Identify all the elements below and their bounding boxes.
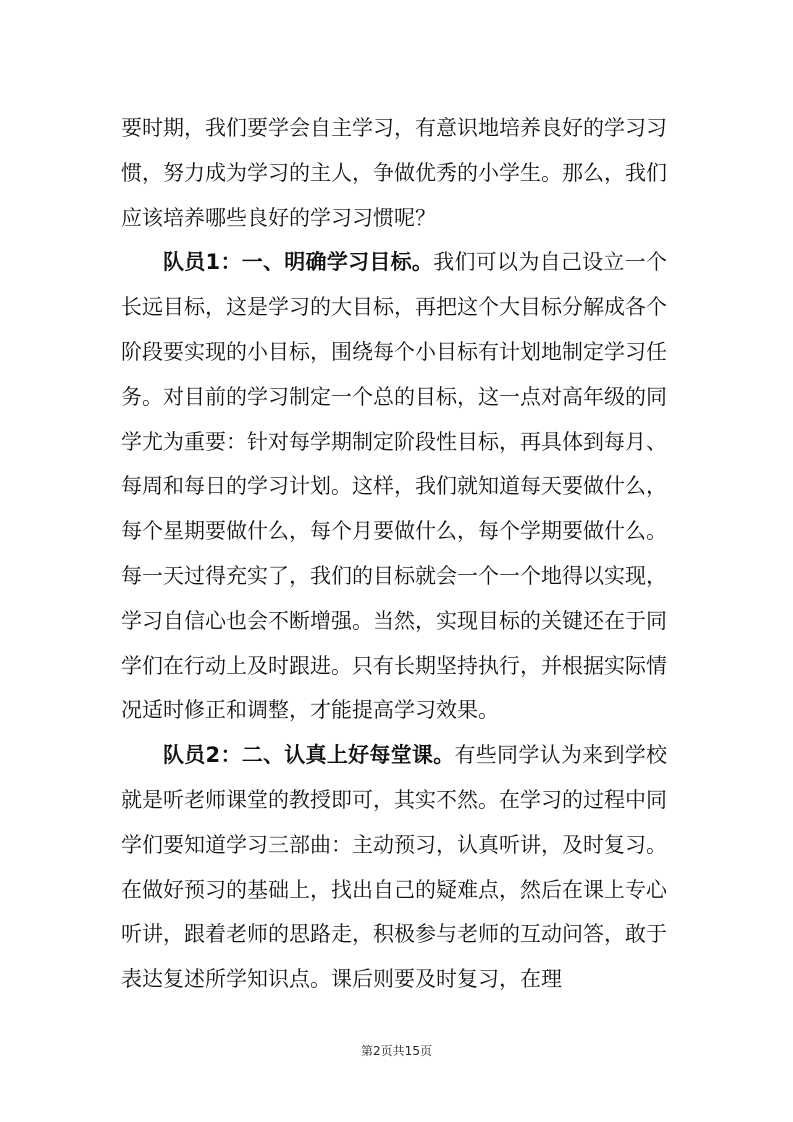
- paragraph-heading: 队员2：二、认真上好每堂课。: [163, 743, 455, 768]
- page-number-footer: 第2页共15页: [361, 1044, 432, 1058]
- document-body: [121, 106, 667, 1002]
- paragraph-goal: [121, 240, 667, 733]
- paragraph-heading: 队员1：一、明确学习目标。: [163, 250, 434, 275]
- paragraph-class: [121, 733, 667, 1002]
- paragraph-text: 我们可以为自己设立一个长远目标，这是学习的大目标，再把这个大目标分解成各个阶段要实现的小目标，围绕每个小目标有计划地制定学习任务。对目前的学习制定一个总的目标，这一点对高年级的同学尤为重要：针对每学期制定阶段性目标，再具体到每月、每周和每日的学习计划。这样，我们就知道每天要做什么，每个星期要做什么，每个月要做什么，每个学期要做什么。每一天过得充实了，我们的目标就会一个一个地得以实现，学习自信心也会不断增强。当然，实现目标的关键还在于同学们在行动上及时跟进。只有长期坚持执行，并根据实际情况适时修正和调整，才能提高学习效果。: [121, 250, 667, 723]
- paragraph-text: 要时期，我们要学会自主学习，有意识地培养良好的学习习惯，努力成为学习的主人，争做优秀的小学生。那么，我们应该培养哪些良好的学习习惯呢？: [121, 116, 667, 230]
- paragraph-continuation: [121, 106, 667, 240]
- paragraph-text: 有些同学认为来到学校就是听老师课堂的教授即可，其实不然。在学习的过程中同学们要知道学习三部曲：主动预习，认真听讲，及时复习。在做好预习的基础上，找出自己的疑难点，然后在课上专心听讲，跟着老师的思路走，积极参与老师的互动问答，敢于表达复述所学知识点。课后则要及时复习，在理: [121, 743, 667, 992]
